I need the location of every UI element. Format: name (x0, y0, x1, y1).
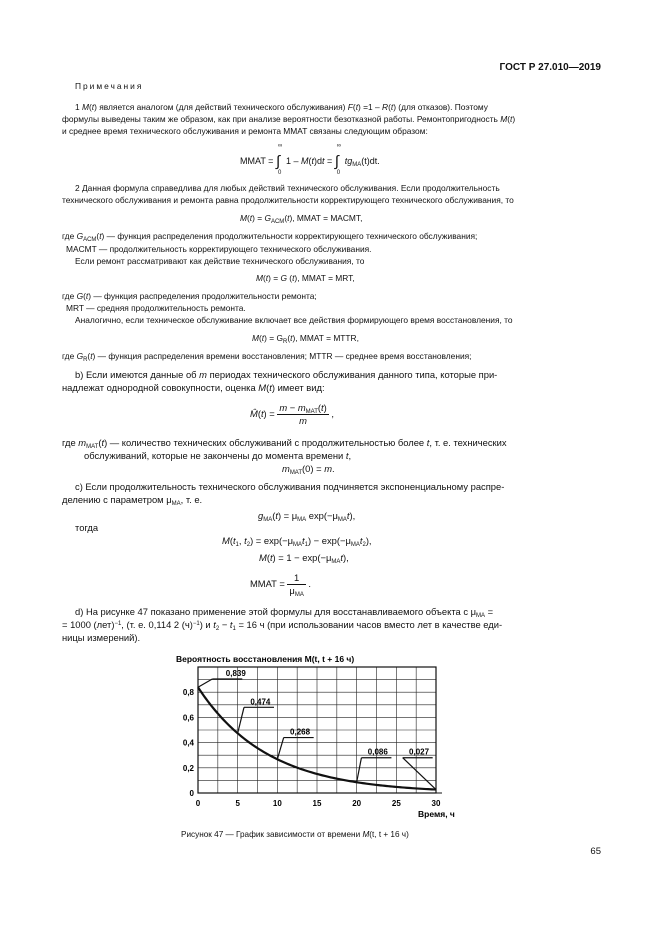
where-gacm: где $G_{ACM}(t)$ — функция распределения продолжительности корректирующего технического обслуживания; (62, 231, 478, 243)
annotation-label: 0,839 (225, 669, 246, 678)
y-tick-label: 0,8 (182, 688, 194, 698)
annotation-label: 0,474 (250, 697, 271, 707)
annotation-leader (238, 707, 244, 733)
equation-mttr: $M(t) = G_R(t)$, MMAT = MTTR, (252, 333, 359, 345)
x-tick-label: 30 (431, 799, 441, 808)
where-gr: где $G_R(t)$ — функция распределения времени восстановления; MTTR — среднее время восстановления; (62, 351, 472, 363)
note1-line3: и среднее время технического обслуживания и ремонта MMAT связаны следующим образом: (62, 126, 428, 136)
where-mrt: MRT — средняя продолжительность ремонта. (66, 303, 246, 313)
equation-m-interval: $M(t_1$, $t_2) = \exp(-\mu_{MA}t_1) - \exp(-\mu_{MA}t_2)$, (222, 535, 372, 548)
annotation-leader (403, 758, 436, 790)
where-g: где G(t) — функция распределения продолжительности ремонта; (62, 291, 317, 301)
annotation-label: 0,268 (290, 727, 311, 737)
notes-heading: Примечания (75, 81, 144, 91)
annotation-label: 0,027 (409, 747, 430, 757)
word-then: тогда (75, 522, 99, 533)
para-d-line1: d) На рисунке 47 показано применение этой формулы для восстанавливаемого объекта с $\mu_{MA}$ = (75, 606, 494, 619)
equation-mmat-integral: MMAT = ∞ ∫ 0 1 – M(t)dt = ∞ ∫ 0 $tg_{MA}(t)dt$. (240, 143, 380, 176)
note2-line4: Аналогично, если техническое обслуживание включает все действия формирующего время восстановления, то (75, 315, 513, 325)
x-tick-label: 25 (391, 799, 401, 808)
y-tick-label: 0,6 (182, 713, 194, 723)
para-b-line1: b) Если имеются данные об m периодах технического обслуживания данного типа, которые при- (75, 369, 498, 380)
equation-m-exp: $M(t) = 1 - \exp(-\mu_{MA}t)$, (259, 552, 349, 565)
para-b-line2: надлежат однородной совокупности, оценка M(t) имеет вид: (62, 382, 325, 393)
x-tick-label: 15 (312, 799, 322, 808)
where-mmat: где $m_{MAT}(t)$ — количество технических обслуживаний с продолжительностью более t, т. е. технических (62, 437, 507, 450)
note1-line2: формулы выведены таким же образом, как при анализе вероятности безотказной работы. Ремонтопригодность M(t) (62, 114, 516, 124)
chart-title: Вероятность восстановления M(t, t + 16 ч) (176, 654, 355, 664)
equation-mmat-zero: $m_{MAT}(0) = m$. (282, 463, 335, 476)
y-tick-label: 0 (189, 789, 194, 798)
para-d-line2: = 1000 (лет)$^{-1}$, (т. е. 0,114 2 $(ч)^{-1}$) и $t_2 - t_1 = 16$ ч (при использовании часов вместо лет в качестве еди- (62, 619, 503, 632)
note2-line2: технического обслуживания и ремонта равна продолжительности корректирующего технического обслуживания, то (62, 195, 514, 205)
equation-estimate: M̂(t) = $\frac{m - m_{MAT}(t)}{m}$ , (250, 402, 334, 426)
equation-macmt: $M(t) = G_{ACM}(t)$, MMAT = MACMT, (240, 213, 363, 225)
x-tick-label: 0 (195, 799, 201, 808)
figure-caption: Рисунок 47 — График зависимости от времени M(t, t + 16 ч) (181, 830, 409, 839)
equation-mrt: M(t) = G (t), MMAT = MRT, (256, 273, 355, 283)
x-tick-label: 5 (235, 799, 240, 808)
document-id: ГОСТ Р 27.010—2019 (499, 62, 601, 73)
where-macmt: MACMT — продолжительность корректирующего технического обслуживания. (66, 244, 372, 254)
note2-line1: 2 Данная формула справедлива для любых действий технического обслуживания. Если продолжительность (75, 183, 500, 193)
x-tick-label: 10 (272, 799, 282, 808)
para-c-line2: делению с параметром $\mu_{MA}$, т. е. (62, 494, 203, 507)
para-c-line1: c) Если продолжительность технического обслуживания подчиняется экспоненциальному распре- (75, 481, 505, 492)
page-number: 65 (590, 846, 601, 857)
note1-line1: 1 M(t) является аналогом (для действий технического обслуживания) F(t) =1 – R(t) (для отказов). Поэтому (75, 102, 488, 112)
note2-line3: Если ремонт рассматривают как действие технического обслуживания, то (75, 256, 365, 266)
x-axis-label: Время, ч (418, 809, 455, 819)
x-tick-label: 20 (352, 799, 362, 808)
para-d-line3: ницы измерений). (62, 632, 141, 643)
annotation-leader (277, 738, 283, 760)
annotation-leader (357, 758, 362, 782)
annotation-label: 0,086 (367, 747, 388, 757)
where-mmat-line2: обслуживаний, которые не закончены до момента времени t, (84, 450, 352, 461)
annotation-leader (198, 679, 212, 687)
recovery-probability-chart (0, 648, 661, 828)
y-tick-label: 0,4 (182, 738, 194, 748)
chart-ticks (183, 688, 442, 808)
equation-density: $g_{MA}(t) = \mu_{MA}$ $\exp(-\mu_{MA}t)$, (258, 510, 356, 523)
y-tick-label: 0,2 (182, 763, 194, 773)
equation-mmat-mu: MMAT = $\frac{1}{\mu_{MA}}$ . (250, 572, 312, 598)
